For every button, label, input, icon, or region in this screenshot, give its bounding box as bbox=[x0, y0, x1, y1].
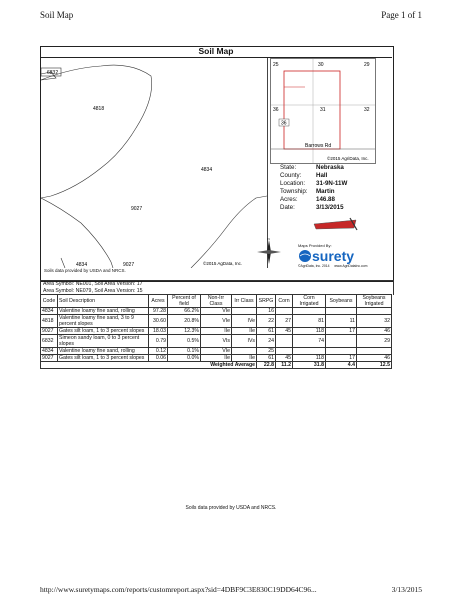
soil-map bbox=[41, 58, 268, 268]
road-label: Barrows Rd bbox=[305, 143, 332, 149]
table-row: 9027 Gates silt loam, 1 to 3 percent slopes 18.03 12.3% IIe IIe 61 45 118 17 46 bbox=[42, 328, 390, 334]
section-label: 30 bbox=[318, 62, 324, 68]
info-row: County: Hall bbox=[280, 172, 328, 179]
map-label: 4834 bbox=[76, 262, 88, 268]
area-symbols bbox=[40, 280, 394, 295]
footer-date: 3/13/2015 bbox=[391, 585, 422, 594]
soils-credit: Soils data provided by USDA and NRCS. bbox=[44, 268, 126, 273]
table-row: 4818 Valentine loamy fine sand, 3 to 9 percent slopes 30.60 20.8% VIe IVe 22 27 81 11 32 bbox=[42, 315, 390, 327]
map-label: 9027 bbox=[123, 262, 135, 268]
svg-text:N: N bbox=[267, 238, 270, 241]
weighted-average-row: Weighted Average 22.8 11.2 31.8 4.4 12.5 bbox=[41, 362, 392, 369]
maps-provided-by: Maps Provided By: bbox=[298, 243, 332, 248]
page-number: Page 1 of 1 bbox=[381, 10, 422, 20]
locator-map bbox=[270, 58, 376, 164]
footer-soils-note: Soils data provided by USDA and NRCS. bbox=[185, 505, 277, 511]
info-row: Date: 3/13/2015 bbox=[280, 204, 344, 211]
section-label: 36 bbox=[281, 120, 287, 127]
surety-brand: surety bbox=[312, 248, 355, 264]
north-arrow-icon bbox=[255, 238, 283, 266]
map-label: 4818 bbox=[93, 106, 105, 112]
field-info bbox=[280, 164, 347, 212]
table-row: 4834 Valentine loamy fine sand, rolling 0.12 0.1% VIe 25 bbox=[41, 348, 392, 355]
map-label: 9027 bbox=[131, 206, 143, 212]
county-logo bbox=[310, 216, 360, 232]
info-row: State: Nebraska bbox=[280, 164, 344, 171]
locator-drawing bbox=[271, 59, 375, 163]
area-symbol-line: Area Symbol: NE001, Soil Area Version: 17 bbox=[43, 281, 143, 287]
map-boundary bbox=[41, 198, 113, 268]
footer-url: http://www.suretymaps.com/reports/customreport.aspx?sid=4DBF9C3E830C19DD64C96... bbox=[40, 585, 317, 594]
map-boundary bbox=[41, 65, 152, 198]
area-symbol-line: Area Symbol: NE079, Soil Area Version: 15 bbox=[43, 287, 143, 294]
map-copyright: ©2015 AgData, Inc. bbox=[203, 261, 243, 266]
info-row: Acres: 146.88 bbox=[280, 196, 335, 203]
soil-table bbox=[40, 294, 392, 369]
surety-tagline: ©AgriData, Inc. 2014 www.AgriDataInc.com bbox=[298, 264, 368, 268]
section-label: 31 bbox=[320, 107, 326, 113]
soil-map-drawing bbox=[41, 58, 267, 268]
surety-logo bbox=[298, 243, 390, 273]
section-label: 36 bbox=[273, 107, 279, 113]
section-label: 29 bbox=[364, 62, 370, 68]
map-boundary bbox=[61, 258, 65, 268]
section-label: 25 bbox=[273, 62, 279, 68]
map-label: 6832 bbox=[47, 70, 59, 76]
surety-globe-icon bbox=[298, 249, 312, 263]
info-row: Location: 31-9N-11W bbox=[280, 180, 348, 187]
locator-copyright: ©2015 AgriData, Inc. bbox=[327, 156, 369, 161]
page-header-title: Soil Map bbox=[40, 10, 74, 20]
info-row: Township: Martin bbox=[280, 188, 335, 195]
field-outline bbox=[284, 71, 340, 149]
table-header: Code Soil Description Acres Percent of field Non-Irr Class Irr Class SRPG Corn Corn Irrigated Soybeans Soybeans Irrigated bbox=[41, 295, 392, 308]
map-label: 4834 bbox=[201, 167, 213, 173]
table-row: 6832 Simeon sandy loam, 0 to 3 percent slopes 0.79 0.5% VIs IVs 24 74 29 bbox=[42, 335, 390, 347]
section-label: 32 bbox=[364, 107, 370, 113]
map-title: Soil Map bbox=[40, 46, 392, 58]
table-row: 9027 Gates silt loam, 1 to 3 percent slopes 0.06 0.0% IIe IIe 61 45 118 17 46 bbox=[42, 355, 390, 361]
table-row: 4834 Valentine loamy fine sand, rolling 97.28 66.2% VIe 16 bbox=[41, 308, 392, 315]
